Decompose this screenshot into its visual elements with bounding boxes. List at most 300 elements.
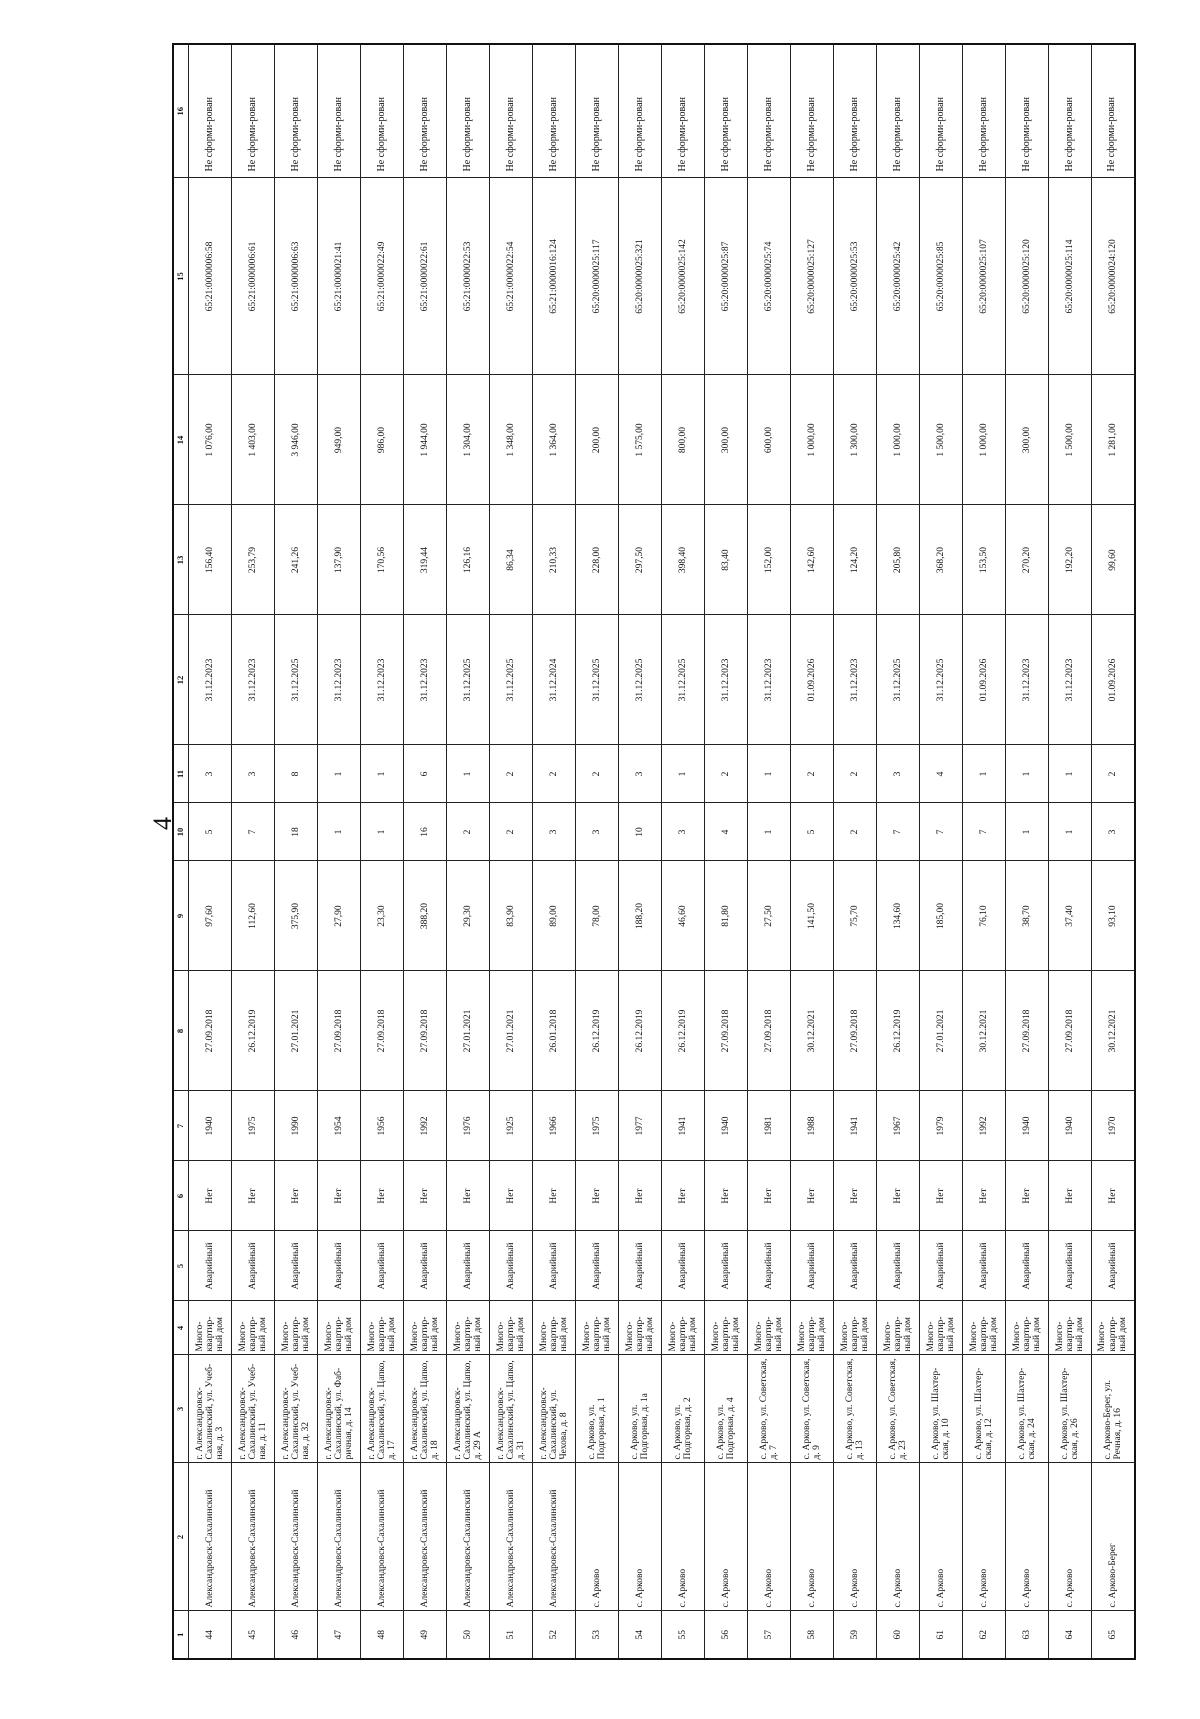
column-11-cell: 3 [232, 745, 275, 803]
column-10-cell: 10 [619, 803, 662, 861]
column-10-cell: 2 [490, 803, 533, 861]
settlement-cell: Александровск-Сахалинский [447, 1463, 490, 1611]
column-number: 10 [173, 803, 189, 861]
condition-cell: Аварийный [834, 1231, 877, 1301]
column-14-cell: 986,00 [361, 375, 404, 505]
column-11-cell: 4 [920, 745, 963, 803]
flag-cell: Нет [791, 1161, 834, 1231]
flag-cell: Нет [404, 1161, 447, 1231]
settlement-cell: Александровск-Сахалинский [232, 1463, 275, 1611]
area-cell: 78,00 [576, 861, 619, 971]
settlement-cell: с. Арково [920, 1463, 963, 1611]
page-number: 4 [148, 817, 177, 830]
table-row [447, 44, 490, 1659]
recognition-date-cell: 27.09.2018 [318, 971, 361, 1091]
address-cell: с. Арково, ул. Советская, д. 23 [877, 1355, 920, 1463]
column-number: 14 [173, 375, 189, 505]
year-cell: 1966 [533, 1091, 576, 1161]
column-10-cell: 5 [189, 803, 232, 861]
column-number: 12 [173, 615, 189, 745]
address-cell: г. Александровск-Сахалинский, ул. Учеб-ная, д. 11 [232, 1355, 275, 1463]
cadastral-number-cell: 65:20:0000025:120 [1006, 178, 1049, 375]
registry-table-wrapper [172, 45, 1132, 1660]
row-number: 49 [404, 1611, 447, 1659]
column-16-cell: Не сформи-рован [963, 44, 1006, 178]
column-13-cell: 142,60 [791, 505, 834, 615]
column-16-cell: Не сформи-рован [834, 44, 877, 178]
column-11-cell: 1 [361, 745, 404, 803]
deadline-cell: 01.09.2026 [1092, 615, 1135, 745]
building-type-cell: Много-квартир-ный дом [748, 1301, 791, 1355]
column-13-cell: 170,56 [361, 505, 404, 615]
row-number: 55 [662, 1611, 705, 1659]
row-number: 61 [920, 1611, 963, 1659]
address-cell: с. Арково, ул. Подгорная, д. 4 [705, 1355, 748, 1463]
address-cell: с. Арково, ул. Шахтер-ская, д. 10 [920, 1355, 963, 1463]
column-14-cell: 800,00 [662, 375, 705, 505]
area-cell: 141,50 [791, 861, 834, 971]
condition-cell: Аварийный [318, 1231, 361, 1301]
condition-cell: Аварийный [189, 1231, 232, 1301]
column-16-cell: Не сформи-рован [232, 44, 275, 178]
column-13-cell: 210,33 [533, 505, 576, 615]
year-cell: 1967 [877, 1091, 920, 1161]
building-type-cell: Много-квартир-ный дом [447, 1301, 490, 1355]
row-number: 62 [963, 1611, 1006, 1659]
flag-cell: Нет [834, 1161, 877, 1231]
column-14-cell: 1 348,00 [490, 375, 533, 505]
deadline-cell: 01.09.2026 [791, 615, 834, 745]
condition-cell: Аварийный [490, 1231, 533, 1301]
condition-cell: Аварийный [361, 1231, 404, 1301]
column-11-cell: 8 [275, 745, 318, 803]
settlement-cell: с. Арково [791, 1463, 834, 1611]
column-16-cell: Не сформи-рован [877, 44, 920, 178]
column-11-cell: 3 [877, 745, 920, 803]
column-11-cell: 1 [748, 745, 791, 803]
column-14-cell: 1 000,00 [791, 375, 834, 505]
cadastral-number-cell: 65:21:0000022:49 [361, 178, 404, 375]
column-10-cell: 4 [705, 803, 748, 861]
building-type-cell: Много-квартир-ный дом [189, 1301, 232, 1355]
building-type-cell: Много-квартир-ный дом [1049, 1301, 1092, 1355]
address-cell: г. Александровск-Сахалинский, ул. Цапко, д. 31 [490, 1355, 533, 1463]
recognition-date-cell: 27.01.2021 [275, 971, 318, 1091]
column-16-cell: Не сформи-рован [361, 44, 404, 178]
cadastral-number-cell: 65:20:0000025:107 [963, 178, 1006, 375]
column-16-cell: Не сформи-рован [318, 44, 361, 178]
flag-cell: Нет [533, 1161, 576, 1231]
recognition-date-cell: 27.09.2018 [361, 971, 404, 1091]
area-cell: 188,20 [619, 861, 662, 971]
condition-cell: Аварийный [619, 1231, 662, 1301]
address-cell: с. Арково, ул. Подгорная, д. 2 [662, 1355, 705, 1463]
table-row [533, 44, 576, 1659]
column-11-cell: 1 [1006, 745, 1049, 803]
recognition-date-cell: 27.09.2018 [834, 971, 877, 1091]
recognition-date-cell: 27.09.2018 [748, 971, 791, 1091]
column-13-cell: 156,40 [189, 505, 232, 615]
column-14-cell: 1 403,00 [232, 375, 275, 505]
year-cell: 1992 [963, 1091, 1006, 1161]
deadline-cell: 31.12.2025 [447, 615, 490, 745]
flag-cell: Нет [232, 1161, 275, 1231]
column-14-cell: 600,00 [748, 375, 791, 505]
row-number: 53 [576, 1611, 619, 1659]
settlement-cell: с. Арково [576, 1463, 619, 1611]
column-number: 13 [173, 505, 189, 615]
cadastral-number-cell: 65:20:0000025:53 [834, 178, 877, 375]
recognition-date-cell: 27.09.2018 [189, 971, 232, 1091]
building-type-cell: Много-квартир-ный дом [490, 1301, 533, 1355]
column-14-cell: 1 364,00 [533, 375, 576, 505]
condition-cell: Аварийный [533, 1231, 576, 1301]
flag-cell: Нет [447, 1161, 490, 1231]
year-cell: 1925 [490, 1091, 533, 1161]
deadline-cell: 31.12.2023 [834, 615, 877, 745]
building-type-cell: Много-квартир-ный дом [361, 1301, 404, 1355]
area-cell: 93,10 [1092, 861, 1135, 971]
column-10-cell: 3 [533, 803, 576, 861]
row-number: 59 [834, 1611, 877, 1659]
area-cell: 83,90 [490, 861, 533, 971]
column-16-cell: Не сформи-рован [533, 44, 576, 178]
area-cell: 97,60 [189, 861, 232, 971]
column-13-cell: 319,44 [404, 505, 447, 615]
cadastral-number-cell: 65:20:0000025:87 [705, 178, 748, 375]
column-10-cell: 1 [748, 803, 791, 861]
settlement-cell: с. Арково-Берег [1092, 1463, 1135, 1611]
column-10-cell: 16 [404, 803, 447, 861]
column-11-cell: 3 [619, 745, 662, 803]
condition-cell: Аварийный [404, 1231, 447, 1301]
condition-cell: Аварийный [576, 1231, 619, 1301]
area-cell: 38,70 [1006, 861, 1049, 971]
cadastral-number-cell: 65:20:0000025:321 [619, 178, 662, 375]
column-number: 8 [173, 971, 189, 1091]
year-cell: 1941 [834, 1091, 877, 1161]
column-14-cell: 300,00 [1006, 375, 1049, 505]
column-number: 4 [173, 1301, 189, 1355]
address-cell: г. Александровск-Сахалинский, ул. Цапко, д. 29 А [447, 1355, 490, 1463]
row-number: 50 [447, 1611, 490, 1659]
condition-cell: Аварийный [963, 1231, 1006, 1301]
building-type-cell: Много-квартир-ный дом [232, 1301, 275, 1355]
recognition-date-cell: 26.12.2019 [232, 971, 275, 1091]
column-10-cell: 7 [877, 803, 920, 861]
column-11-cell: 3 [189, 745, 232, 803]
column-number: 6 [173, 1161, 189, 1231]
deadline-cell: 31.12.2023 [404, 615, 447, 745]
table-row [920, 44, 963, 1659]
area-cell: 76,10 [963, 861, 1006, 971]
address-cell: г. Александровск-Сахалинский, ул. Фаб-ричная, д. 14 [318, 1355, 361, 1463]
settlement-cell: Александровск-Сахалинский [275, 1463, 318, 1611]
building-type-cell: Много-квартир-ный дом [619, 1301, 662, 1355]
building-type-cell: Много-квартир-ный дом [834, 1301, 877, 1355]
column-16-cell: Не сформи-рован [490, 44, 533, 178]
row-number: 46 [275, 1611, 318, 1659]
year-cell: 1981 [748, 1091, 791, 1161]
deadline-cell: 31.12.2024 [533, 615, 576, 745]
condition-cell: Аварийный [748, 1231, 791, 1301]
deadline-cell: 31.12.2025 [275, 615, 318, 745]
address-cell: с. Арково, ул. Подгорная, д. 1а [619, 1355, 662, 1463]
condition-cell: Аварийный [275, 1231, 318, 1301]
recognition-date-cell: 27.01.2021 [490, 971, 533, 1091]
building-type-cell: Много-квартир-ный дом [791, 1301, 834, 1355]
row-number: 56 [705, 1611, 748, 1659]
column-11-cell: 1 [963, 745, 1006, 803]
recognition-date-cell: 26.12.2019 [662, 971, 705, 1091]
building-type-cell: Много-квартир-ный дом [877, 1301, 920, 1355]
column-11-cell: 2 [576, 745, 619, 803]
address-cell: г. Александровск-Сахалинский, ул. Чехова, д. 8 [533, 1355, 576, 1463]
flag-cell: Нет [877, 1161, 920, 1231]
column-10-cell: 7 [920, 803, 963, 861]
condition-cell: Аварийный [1006, 1231, 1049, 1301]
column-number: 9 [173, 861, 189, 971]
cadastral-number-cell: 65:20:0000025:117 [576, 178, 619, 375]
column-10-cell: 3 [576, 803, 619, 861]
column-10-cell: 5 [791, 803, 834, 861]
year-cell: 1975 [232, 1091, 275, 1161]
column-14-cell: 3 946,00 [275, 375, 318, 505]
column-14-cell: 1 500,00 [1049, 375, 1092, 505]
area-cell: 37,40 [1049, 861, 1092, 971]
row-number: 52 [533, 1611, 576, 1659]
cadastral-number-cell: 65:21:0000006:61 [232, 178, 275, 375]
column-11-cell: 2 [533, 745, 576, 803]
building-type-cell: Много-квартир-ный дом [576, 1301, 619, 1355]
row-number: 64 [1049, 1611, 1092, 1659]
recognition-date-cell: 27.09.2018 [1006, 971, 1049, 1091]
table-row [189, 44, 232, 1659]
column-13-cell: 83,40 [705, 505, 748, 615]
column-10-cell: 2 [834, 803, 877, 861]
table-row [404, 44, 447, 1659]
column-number-row [173, 44, 189, 1659]
year-cell: 1956 [361, 1091, 404, 1161]
condition-cell: Аварийный [662, 1231, 705, 1301]
column-14-cell: 1 304,00 [447, 375, 490, 505]
building-type-cell: Много-квартир-ный дом [963, 1301, 1006, 1355]
column-13-cell: 368,20 [920, 505, 963, 615]
column-10-cell: 1 [361, 803, 404, 861]
recognition-date-cell: 27.01.2021 [447, 971, 490, 1091]
column-13-cell: 152,00 [748, 505, 791, 615]
flag-cell: Нет [619, 1161, 662, 1231]
registry-table [172, 43, 1136, 1660]
building-type-cell: Много-квартир-ный дом [1092, 1301, 1135, 1355]
address-cell: с. Арково-Берег, ул. Речная, д. 16 [1092, 1355, 1135, 1463]
table-body [189, 44, 1135, 1659]
settlement-cell: с. Арково [1006, 1463, 1049, 1611]
year-cell: 1940 [1006, 1091, 1049, 1161]
column-14-cell: 1 000,00 [963, 375, 1006, 505]
column-11-cell: 2 [834, 745, 877, 803]
table-row [318, 44, 361, 1659]
area-cell: 23,30 [361, 861, 404, 971]
table-row [1049, 44, 1092, 1659]
row-number: 44 [189, 1611, 232, 1659]
cadastral-number-cell: 65:20:0000025:74 [748, 178, 791, 375]
flag-cell: Нет [920, 1161, 963, 1231]
condition-cell: Аварийный [705, 1231, 748, 1301]
condition-cell: Аварийный [877, 1231, 920, 1301]
column-11-cell: 6 [404, 745, 447, 803]
year-cell: 1970 [1092, 1091, 1135, 1161]
address-cell: с. Арково, ул. Советская, д. 7 [748, 1355, 791, 1463]
deadline-cell: 31.12.2025 [662, 615, 705, 745]
column-13-cell: 270,20 [1006, 505, 1049, 615]
row-number: 63 [1006, 1611, 1049, 1659]
table-row [1006, 44, 1049, 1659]
table-row [834, 44, 877, 1659]
year-cell: 1941 [662, 1091, 705, 1161]
column-16-cell: Не сформи-рован [275, 44, 318, 178]
column-11-cell: 2 [791, 745, 834, 803]
cadastral-number-cell: 65:21:0000006:63 [275, 178, 318, 375]
address-cell: г. Александровск-Сахалинский, ул. Цапко, д. 18 [404, 1355, 447, 1463]
column-11-cell: 1 [662, 745, 705, 803]
column-11-cell: 2 [490, 745, 533, 803]
area-cell: 185,00 [920, 861, 963, 971]
table-row [791, 44, 834, 1659]
column-number: 2 [173, 1463, 189, 1611]
building-type-cell: Много-квартир-ный дом [705, 1301, 748, 1355]
flag-cell: Нет [1006, 1161, 1049, 1231]
column-10-cell: 3 [1092, 803, 1135, 861]
deadline-cell: 01.09.2026 [963, 615, 1006, 745]
area-cell: 112,60 [232, 861, 275, 971]
flag-cell: Нет [189, 1161, 232, 1231]
deadline-cell: 31.12.2025 [920, 615, 963, 745]
address-cell: с. Арково, ул. Шахтер-ская, д. 26 [1049, 1355, 1092, 1463]
column-10-cell: 18 [275, 803, 318, 861]
column-number: 15 [173, 178, 189, 375]
column-16-cell: Не сформи-рован [662, 44, 705, 178]
column-14-cell: 1 944,00 [404, 375, 447, 505]
column-number: 7 [173, 1091, 189, 1161]
address-cell: г. Александровск-Сахалинский, ул. Цапко, д. 17 [361, 1355, 404, 1463]
column-16-cell: Не сформи-рован [576, 44, 619, 178]
recognition-date-cell: 26.12.2019 [877, 971, 920, 1091]
column-13-cell: 398,40 [662, 505, 705, 615]
cadastral-number-cell: 65:20:0000025:85 [920, 178, 963, 375]
recognition-date-cell: 30.12.2021 [963, 971, 1006, 1091]
column-number: 11 [173, 745, 189, 803]
column-16-cell: Не сформи-рован [404, 44, 447, 178]
flag-cell: Нет [275, 1161, 318, 1231]
area-cell: 134,60 [877, 861, 920, 971]
deadline-cell: 31.12.2025 [576, 615, 619, 745]
row-number: 51 [490, 1611, 533, 1659]
column-10-cell: 3 [662, 803, 705, 861]
column-14-cell: 200,00 [576, 375, 619, 505]
cadastral-number-cell: 65:21:0000006:58 [189, 178, 232, 375]
column-number: 16 [173, 44, 189, 178]
settlement-cell: с. Арково [877, 1463, 920, 1611]
settlement-cell: с. Арково [705, 1463, 748, 1611]
cadastral-number-cell: 65:20:0000025:42 [877, 178, 920, 375]
settlement-cell: Александровск-Сахалинский [533, 1463, 576, 1611]
table-row [275, 44, 318, 1659]
condition-cell: Аварийный [920, 1231, 963, 1301]
column-13-cell: 126,16 [447, 505, 490, 615]
address-cell: с. Арково, ул. Шахтер-ская, д. 12 [963, 1355, 1006, 1463]
settlement-cell: с. Арково [1049, 1463, 1092, 1611]
column-16-cell: Не сформи-рован [791, 44, 834, 178]
row-number: 54 [619, 1611, 662, 1659]
building-type-cell: Много-квартир-ный дом [318, 1301, 361, 1355]
column-14-cell: 1 300,00 [834, 375, 877, 505]
deadline-cell: 31.12.2025 [877, 615, 920, 745]
building-type-cell: Много-квартир-ный дом [404, 1301, 447, 1355]
area-cell: 29,30 [447, 861, 490, 971]
condition-cell: Аварийный [1092, 1231, 1135, 1301]
column-13-cell: 137,90 [318, 505, 361, 615]
row-number: 48 [361, 1611, 404, 1659]
column-13-cell: 253,79 [232, 505, 275, 615]
column-number: 1 [173, 1611, 189, 1659]
year-cell: 1992 [404, 1091, 447, 1161]
settlement-cell: с. Арково [619, 1463, 662, 1611]
column-10-cell: 2 [447, 803, 490, 861]
column-13-cell: 297,50 [619, 505, 662, 615]
flag-cell: Нет [361, 1161, 404, 1231]
cadastral-number-cell: 65:21:0000022:61 [404, 178, 447, 375]
address-cell: с. Арково, ул. Советская, д. 9 [791, 1355, 834, 1463]
area-cell: 375,90 [275, 861, 318, 971]
flag-cell: Нет [490, 1161, 533, 1231]
table-row [1092, 44, 1135, 1659]
column-10-cell: 1 [1049, 803, 1092, 861]
row-number: 58 [791, 1611, 834, 1659]
table-row [576, 44, 619, 1659]
settlement-cell: с. Арково [834, 1463, 877, 1611]
deadline-cell: 31.12.2023 [705, 615, 748, 745]
column-16-cell: Не сформи-рован [189, 44, 232, 178]
year-cell: 1975 [576, 1091, 619, 1161]
column-13-cell: 241,26 [275, 505, 318, 615]
deadline-cell: 31.12.2023 [189, 615, 232, 745]
settlement-cell: Александровск-Сахалинский [318, 1463, 361, 1611]
recognition-date-cell: 30.12.2021 [1092, 971, 1135, 1091]
flag-cell: Нет [1092, 1161, 1135, 1231]
settlement-cell: Александровск-Сахалинский [361, 1463, 404, 1611]
building-type-cell: Много-квартир-ный дом [275, 1301, 318, 1355]
column-16-cell: Не сформи-рован [1092, 44, 1135, 178]
year-cell: 1940 [705, 1091, 748, 1161]
table-row [748, 44, 791, 1659]
column-13-cell: 99,60 [1092, 505, 1135, 615]
deadline-cell: 31.12.2023 [232, 615, 275, 745]
recognition-date-cell: 26.12.2019 [576, 971, 619, 1091]
recognition-date-cell: 26.01.2018 [533, 971, 576, 1091]
column-13-cell: 228,00 [576, 505, 619, 615]
column-11-cell: 2 [1092, 745, 1135, 803]
area-cell: 27,90 [318, 861, 361, 971]
settlement-cell: с. Арково [662, 1463, 705, 1611]
column-13-cell: 153,50 [963, 505, 1006, 615]
recognition-date-cell: 27.09.2018 [404, 971, 447, 1091]
flag-cell: Нет [662, 1161, 705, 1231]
year-cell: 1976 [447, 1091, 490, 1161]
column-10-cell: 1 [318, 803, 361, 861]
column-10-cell: 7 [963, 803, 1006, 861]
deadline-cell: 31.12.2025 [619, 615, 662, 745]
